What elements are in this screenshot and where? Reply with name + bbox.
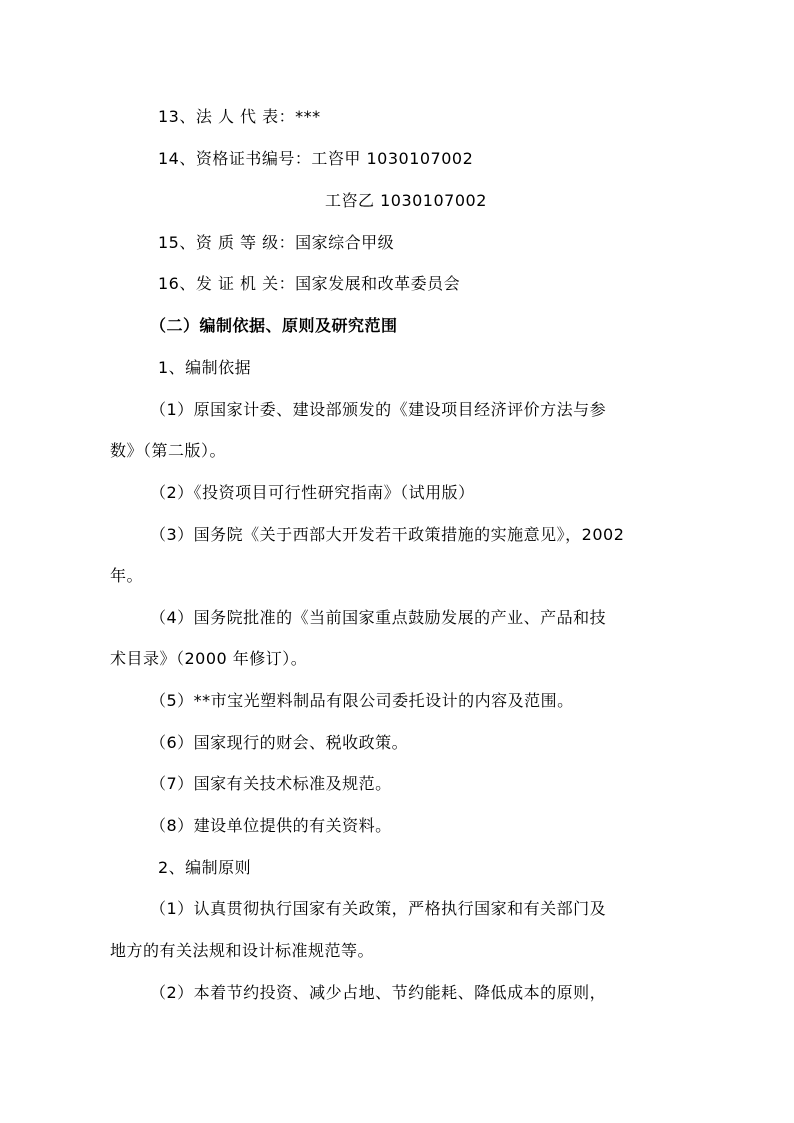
section-heading: （二）编制依据、原则及研究范围 bbox=[150, 316, 398, 335]
basis-item-6: （6）国家现行的财会、税收政策。 bbox=[150, 733, 409, 752]
principles-item-1-line2: 地方的有关法规和设计标准规范等。 bbox=[110, 941, 375, 960]
info-value: 国家发展和改革委员会 bbox=[295, 274, 461, 293]
basis-item-1-line2: 数》（第二版）。 bbox=[110, 441, 227, 460]
info-item-14-continued bbox=[325, 191, 487, 211]
info-item-15 bbox=[158, 233, 394, 253]
principles-item-1-line1: （1）认真贯彻执行国家有关政策，严格执行国家和有关部门及 bbox=[150, 899, 607, 918]
info-label: 资 质 等 级： bbox=[195, 233, 296, 252]
info-label: 发 证 机 关： bbox=[195, 274, 296, 293]
basis-item-1-line1: （1）原国家计委、建设部颁发的《建设项目经济评价方法与参 bbox=[150, 400, 607, 419]
info-number: 14、 bbox=[158, 149, 196, 168]
info-item-14 bbox=[158, 149, 473, 169]
basis-item-4-line2: 术目录》（2000 年修订）。 bbox=[110, 649, 308, 668]
info-number: 15、 bbox=[158, 233, 196, 252]
basis-item-5: （5）**市宝光塑料制品有限公司委托设计的内容及范围。 bbox=[150, 691, 574, 710]
basis-heading: 1、编制依据 bbox=[158, 358, 252, 377]
basis-item-3-line1: （3）国务院《关于西部大开发若干政策措施的实施意见》，2002 bbox=[150, 525, 625, 544]
basis-item-8: （8）建设单位提供的有关资料。 bbox=[150, 816, 392, 835]
info-label: 资格证书编号： bbox=[195, 149, 312, 168]
principles-item-2-line1: （2）本着节约投资、减少占地、节约能耗、降低成本的原则， bbox=[150, 983, 607, 1002]
principles-heading: 2、编制原则 bbox=[158, 858, 252, 877]
basis-item-3-line2: 年。 bbox=[110, 566, 144, 585]
info-item-13 bbox=[158, 107, 321, 127]
basis-item-7: （7）国家有关技术标准及规范。 bbox=[150, 774, 392, 793]
info-value: *** bbox=[295, 107, 321, 126]
info-number: 13、 bbox=[158, 107, 196, 126]
info-value: 工咨甲 1030107002 bbox=[311, 149, 474, 168]
info-value: 工咨乙 1030107002 bbox=[325, 191, 487, 210]
basis-item-2: （2）《投资项目可行性研究指南》（试用版） bbox=[150, 483, 475, 502]
info-label: 法 人 代 表： bbox=[195, 107, 296, 126]
info-value: 国家综合甲级 bbox=[295, 233, 395, 252]
basis-item-4-line1: （4）国务院批准的《当前国家重点鼓励发展的产业、产品和技 bbox=[150, 608, 607, 627]
info-number: 16、 bbox=[158, 274, 196, 293]
info-item-16 bbox=[158, 274, 460, 294]
